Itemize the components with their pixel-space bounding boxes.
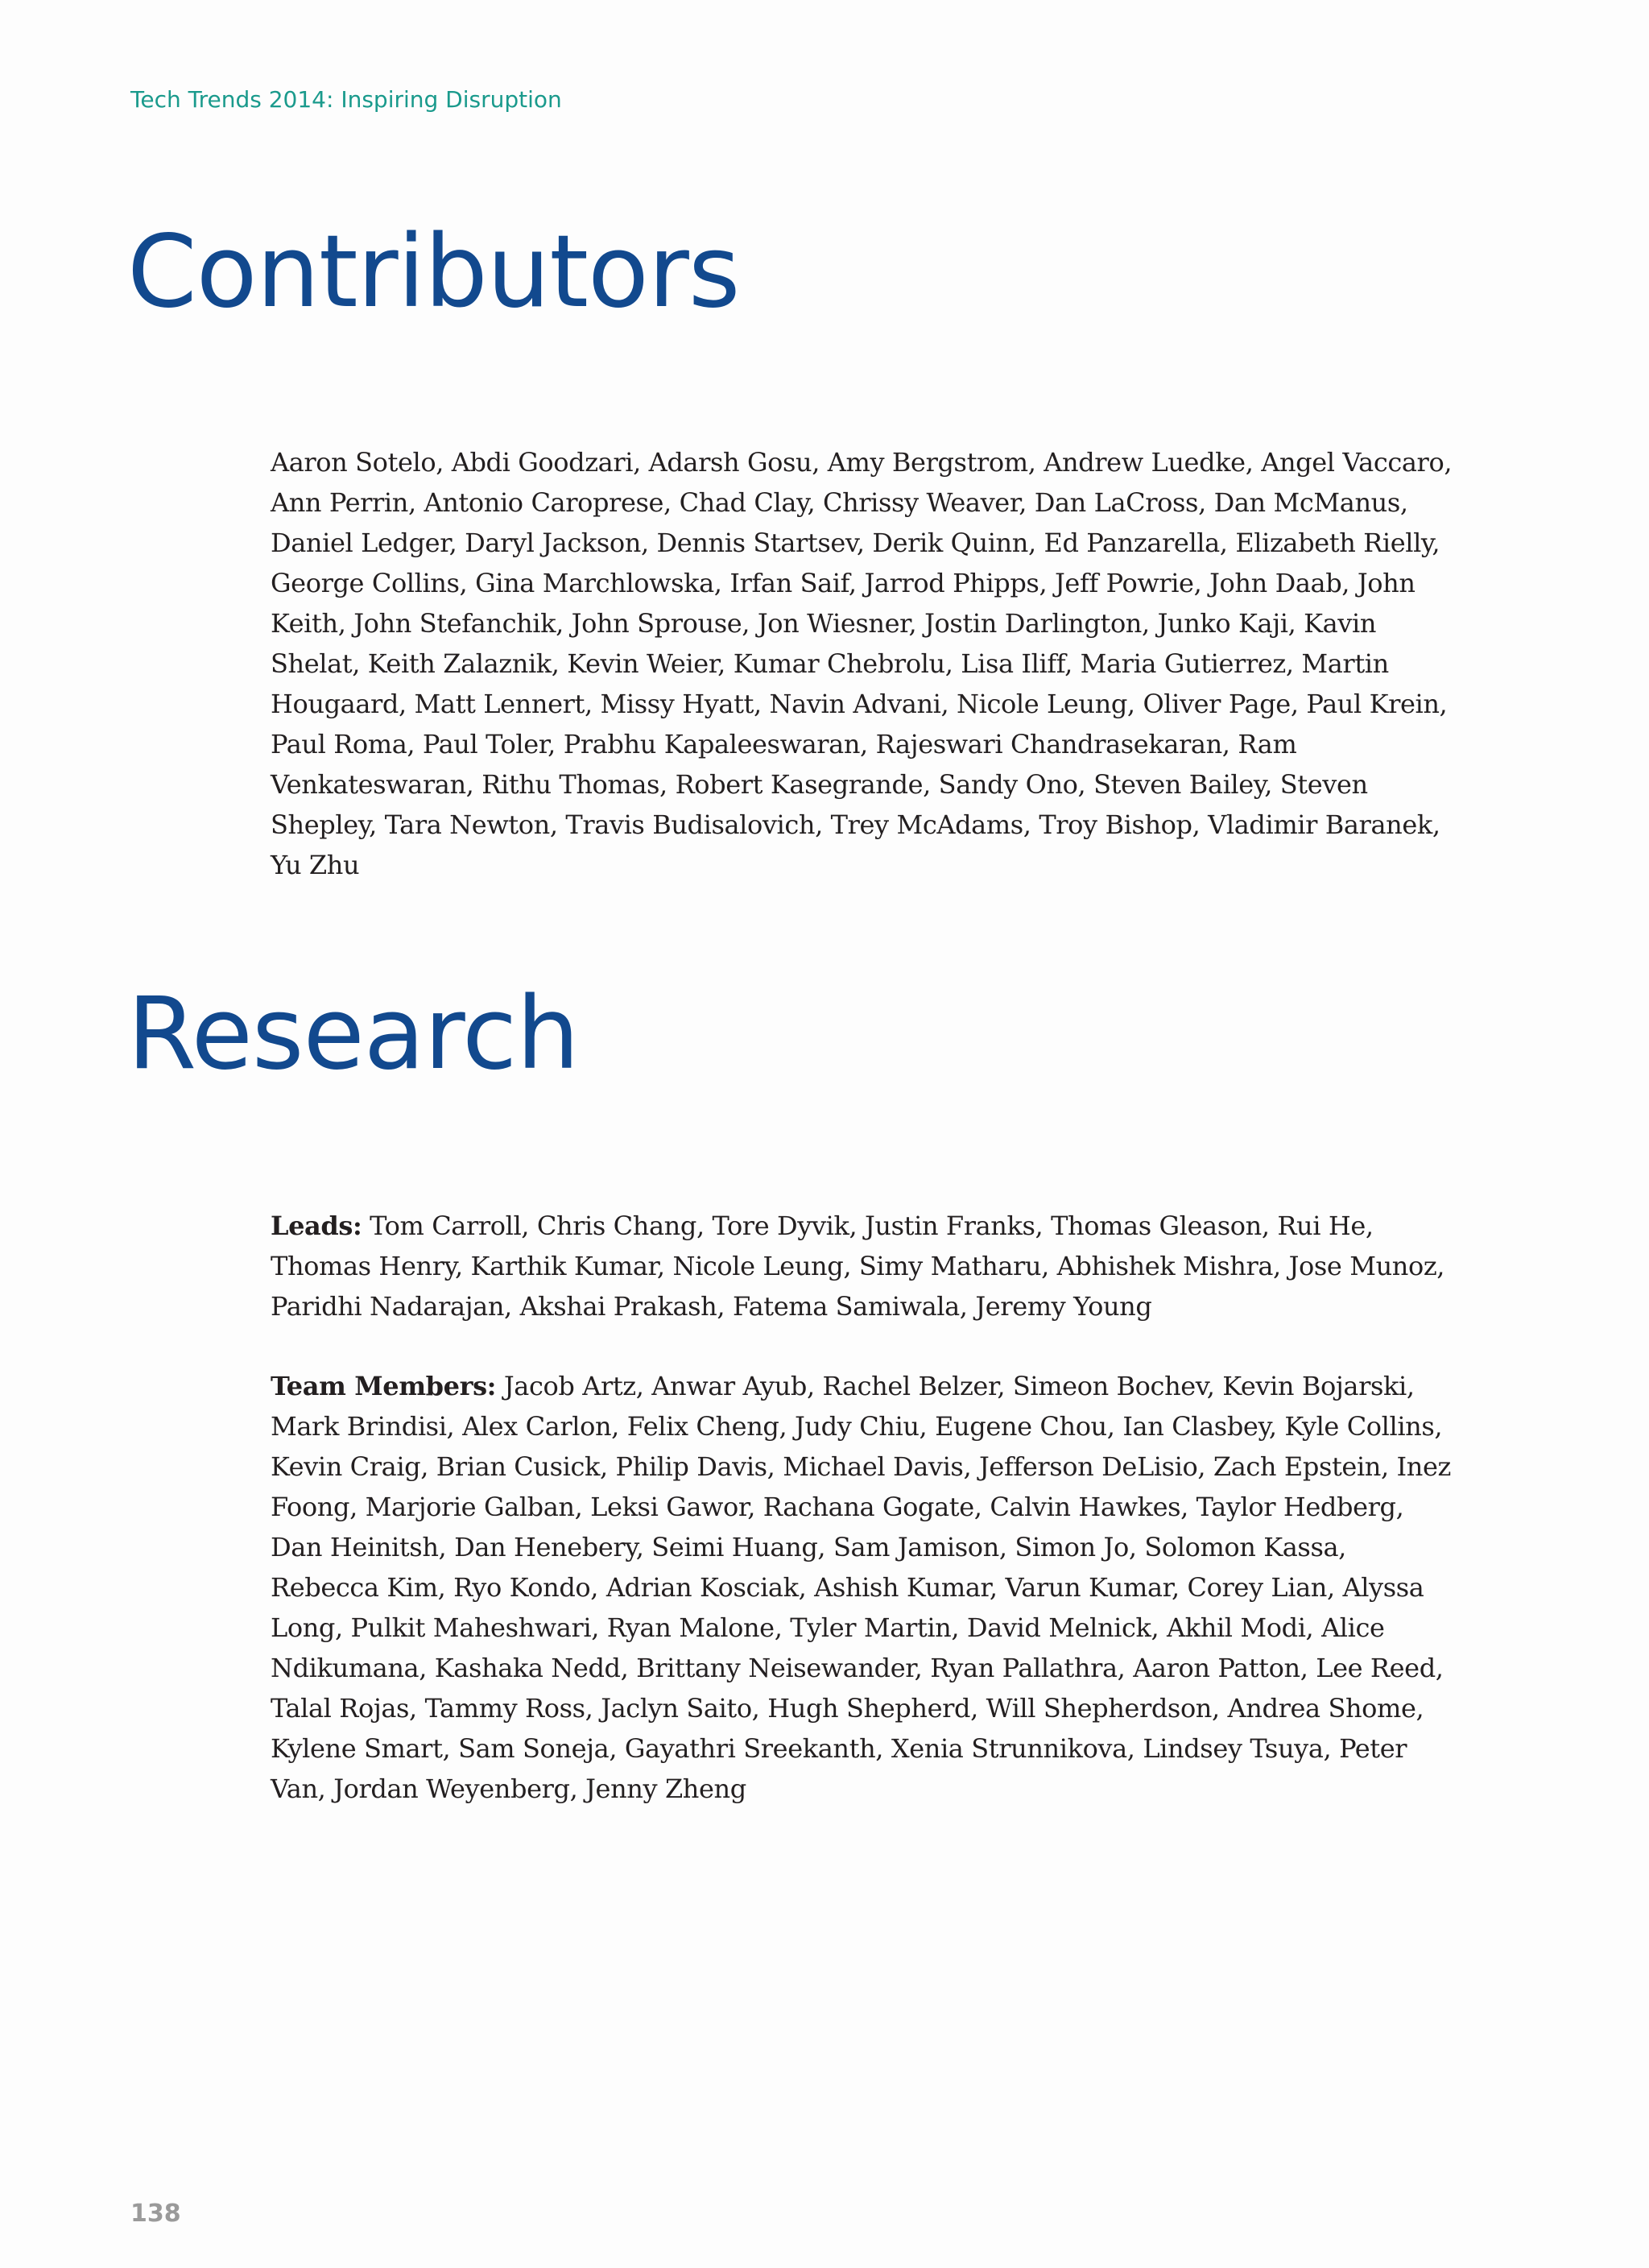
team-members-list: Jacob Artz, Anwar Ayub, Rachel Belzer, Simeon Bochev, Kevin Bojarski, Mark Brindisi, Alex Carlon, Felix Cheng, Judy Chiu, Eugene Chou, Ian Clasbey, Kyle Collins, Kevin Craig, Brian Cusick, Philip Davis, Michael Davis, Jefferson DeLisio, Zach Epstein, Inez Foong, Marjorie Galban, Leksi Gawor, Rachana Gogate, Calvin Hawkes, Taylor Hedberg, Dan Heinitsh, Dan Henebery, Seimi Huang, Sam Jamison, Simon Jo, Solomon Kassa, Rebecca Kim, Ryo Kondo, Adrian Kosciak, Ashish Kumar, Varun Kumar, Corey Lian, Alyssa Long, Pulkit Maheshwari, Ryan Malone, Tyler Martin, David Melnick, Akhil Modi, Alice Ndikumana, Kashaka Nedd, Brittany Neisewander, Ryan Pallathra, Aaron Patton, Lee Reed, Talal Rojas, Tammy Ross, Jaclyn Saito, Hugh Shepherd, Will Shepherdson, Andrea Shome, Kylene Smart, Sam Soneja, Gayathri Sreekanth, Xenia Strunnikova, Lindsey Tsuya, Peter Van, Jordan Weyenberg, Jenny Zheng <box>271 1371 1452 1804</box>
research-team-paragraph <box>271 1366 1462 1809</box>
running-head: Tech Trends 2014: Inspiring Disruption <box>130 86 562 113</box>
team-members-label: Team Members: <box>271 1371 497 1401</box>
research-leads-paragraph <box>271 1206 1462 1326</box>
contributors-list: Aaron Sotelo, Abdi Goodzari, Adarsh Gosu, Amy Bergstrom, Andrew Luedke, Angel Vaccaro, Ann Perrin, Antonio Caroprese, Chad Clay, Chrissy Weaver, Dan LaCross, Dan McManus, Daniel Ledger, Daryl Jackson, Dennis Startsev, Derik Quinn, Ed Panzarella, Elizabeth Rielly, George Collins, Gina Marchlowska, Irfan Saif, Jarrod Phipps, Jeff Powrie, John Daab, John Keith, John Stefanchik, John Sprouse, Jon Wiesner, Jostin Darlington, Junko Kaji, Kavin Shelat, Keith Zalaznik, Kevin Weier, Kumar Chebrolu, Lisa Iliff, Maria Gutierrez, Martin Hougaard, Matt Lennert, Missy Hyatt, Navin Advani, Nicole Leung, Oliver Page, Paul Krein, Paul Roma, Paul Toler, Prabhu Kapaleeswaran, Rajeswari Chandrasekaran, Ram Venkateswaran, Rithu Thomas, Robert Kasegrande, Sandy Ono, Steven Bailey, Steven Shepley, Tara Newton, Travis Budisalovich, Trey McAdams, Troy Bishop, Vladimir Baranek, Yu Zhu <box>271 447 1453 880</box>
page-number: 138 <box>130 2200 181 2228</box>
leads-list: Tom Carroll, Chris Chang, Tore Dyvik, Justin Franks, Thomas Gleason, Rui He, Thomas Henry, Karthik Kumar, Nicole Leung, Simy Matharu, Abhishek Mishra, Jose Munoz, Paridhi Nadarajan, Akshai Prakash, Fatema Samiwala, Jeremy Young <box>271 1211 1445 1322</box>
research-heading: Research <box>127 976 579 1092</box>
leads-label: Leads: <box>271 1211 362 1241</box>
contributors-heading: Contributors <box>127 214 740 330</box>
